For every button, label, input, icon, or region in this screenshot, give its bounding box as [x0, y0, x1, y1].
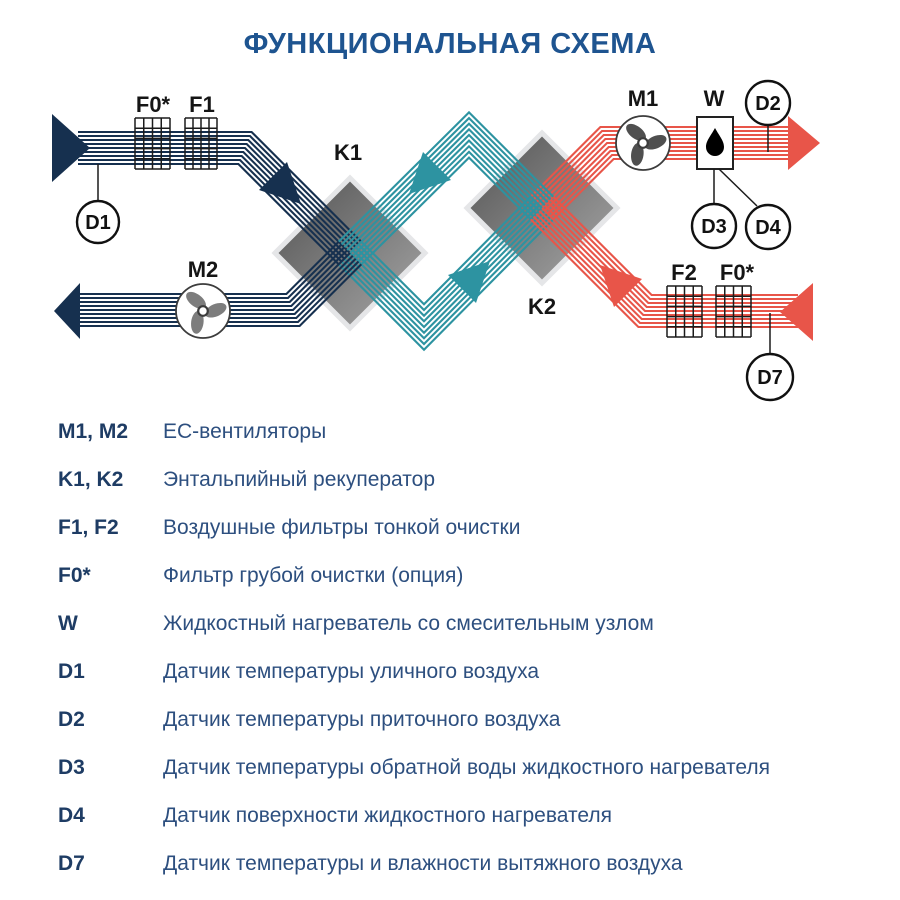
legend-row [58, 696, 858, 744]
exhaust-air-outlet-arrow [54, 283, 80, 339]
outdoor-air-intake-arrow [52, 114, 90, 182]
extract-air-intake-arrow [780, 283, 813, 341]
d4-sensor [746, 205, 790, 249]
legend-description: Датчик температуры и влажности вытяжного воздуха [163, 852, 683, 875]
legend-description: ЕС-вентиляторы [163, 420, 327, 443]
m2-label: M2 [187, 257, 219, 282]
functional-scheme-diagram [0, 0, 900, 420]
legend-label: F0* [58, 564, 91, 587]
m2-fan [176, 284, 231, 340]
legend-row [58, 648, 858, 696]
supply-air-outlet-arrow [788, 116, 820, 170]
w-label: W [703, 86, 725, 111]
w-heater-block [697, 117, 733, 169]
m1-label: M1 [627, 86, 659, 111]
legend-row [58, 408, 858, 456]
legend-description: Воздушные фильтры тонкой очистки [163, 516, 521, 539]
legend-label: D7 [58, 852, 85, 875]
legend-row [58, 744, 858, 792]
legend-row [58, 456, 858, 504]
legend-label: D2 [58, 708, 85, 731]
svg-text:D7: D7 [757, 367, 783, 389]
legend-row [58, 792, 858, 840]
page-title: ФУНКЦИОНАЛЬНАЯ СХЕМА [243, 28, 657, 60]
legend-label: D4 [58, 804, 85, 827]
legend-description: Датчик поверхности жидкостного нагревателя [163, 804, 612, 827]
m1-fan [616, 116, 671, 172]
d4-connector-line [719, 169, 757, 206]
svg-text:D4: D4 [755, 217, 781, 239]
f0-filter-label: F0* [719, 260, 755, 285]
k2-label: K2 [527, 294, 557, 319]
legend-label: K1, K2 [58, 468, 124, 491]
outdoor-air-band [78, 132, 361, 264]
d1-sensor [77, 201, 119, 243]
legend-label: F1, F2 [58, 516, 119, 539]
f1-filter-label: F1 [189, 92, 215, 117]
legend-row [58, 504, 858, 552]
svg-text:D2: D2 [755, 93, 781, 115]
legend-description: Датчик температуры обратной воды жидкостного нагревателя [163, 756, 770, 779]
legend-label: D1 [58, 660, 85, 683]
legend-description: Датчик температуры приточного воздуха [163, 708, 561, 731]
legend-row [58, 600, 858, 648]
svg-text:D1: D1 [85, 212, 111, 234]
f2-filter-label: F2 [671, 260, 697, 285]
legend-description: Датчик температуры уличного воздуха [163, 660, 540, 683]
legend-description: Фильтр грубой очистки (опция) [163, 564, 464, 587]
legend-row [58, 552, 858, 600]
legend-label: W [58, 612, 78, 635]
legend [58, 408, 858, 888]
f0-filter-label: F0* [135, 92, 171, 117]
legend-row [58, 840, 858, 888]
k1-label: K1 [333, 140, 363, 165]
d7-sensor [747, 354, 793, 400]
legend-label: M1, M2 [58, 420, 129, 443]
legend-description: Жидкостный нагреватель со смесительным узлом [163, 612, 654, 635]
legend-description: Энтальпийный рекуператор [163, 468, 436, 491]
d2-sensor [746, 81, 790, 125]
legend-label: D3 [58, 756, 85, 779]
svg-text:D3: D3 [701, 216, 727, 238]
d3-sensor [692, 204, 736, 248]
